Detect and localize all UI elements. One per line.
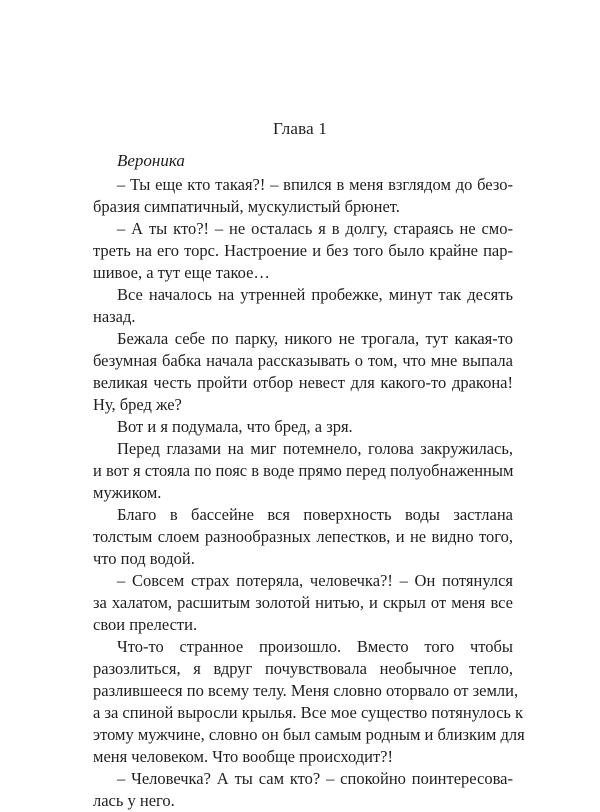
text-line: мужиком. bbox=[93, 483, 162, 502]
text-line: Вот и я подумала, что бред, а зря. bbox=[117, 417, 353, 436]
text-line: а за спиной выросли крылья. Все мое существо потянулось к bbox=[93, 703, 524, 722]
text-line: толстым слоем разнообразных лепестков, и не видно того, bbox=[93, 527, 513, 546]
text-line: этому мужчине, словно он был самым родным и близким для bbox=[93, 725, 525, 744]
text-line: Что-то странное произошло. Вместо того чтобы bbox=[117, 637, 513, 656]
text-line: треть на его торс. Настроение и без того было крайне пар- bbox=[93, 241, 513, 260]
text-line: меня человеком. Что вообще происходит?! bbox=[93, 747, 393, 766]
text-line: великая честь пройти отбор невест для какого-то дракона! bbox=[93, 373, 513, 392]
text-line: – Ты еще кто такая?! – впился в меня взглядом до безо- bbox=[117, 175, 513, 194]
text-line: Бежала себе по парку, никого не трогала, тут какая-то bbox=[117, 329, 513, 348]
text-line: за халатом, расшитым золотой нитью, и скрыл от меня все bbox=[93, 593, 513, 612]
text-line: бразия симпатичный, мускулистый брюнет. bbox=[93, 197, 400, 216]
text-line: безумная бабка начала рассказывать о том, что мне выпала bbox=[93, 351, 513, 370]
text-line: Перед глазами на миг потемнело, голова закружилась, bbox=[117, 439, 513, 458]
text-line: и вот я стояла по пояс в воде прямо перед полуобнаженным bbox=[93, 461, 514, 480]
body-text bbox=[93, 174, 525, 812]
text-line: что под водой. bbox=[93, 549, 195, 568]
text-line: назад. bbox=[93, 307, 136, 326]
text-line: – Человечка? А ты сам кто? – спокойно поинтересова- bbox=[117, 769, 513, 788]
chapter-subtitle: Вероника bbox=[117, 151, 185, 170]
text-line: лась у него. bbox=[93, 791, 175, 810]
text-line: разозлиться, я вдруг почувствовала необычное тепло, bbox=[93, 659, 513, 678]
text-line: – А ты кто?! – не осталась я в долгу, стараясь не смо- bbox=[117, 219, 513, 238]
text-line: свои прелести. bbox=[93, 615, 198, 634]
text-line: разлившееся по всему телу. Меня словно оторвало от земли, bbox=[93, 681, 519, 700]
text-line: – Совсем страх потеряла, человечка?! – Он потянулся bbox=[117, 571, 513, 590]
chapter-title: Глава 1 bbox=[272, 119, 328, 138]
text-line: Ну, бред же? bbox=[93, 395, 182, 414]
text-line: Все началось на утренней пробежке, минут так десять bbox=[117, 285, 513, 304]
text-line: Благо в бассейне вся поверхность воды застлана bbox=[117, 505, 513, 524]
text-line: шивое, а тут еще такое… bbox=[93, 263, 270, 282]
